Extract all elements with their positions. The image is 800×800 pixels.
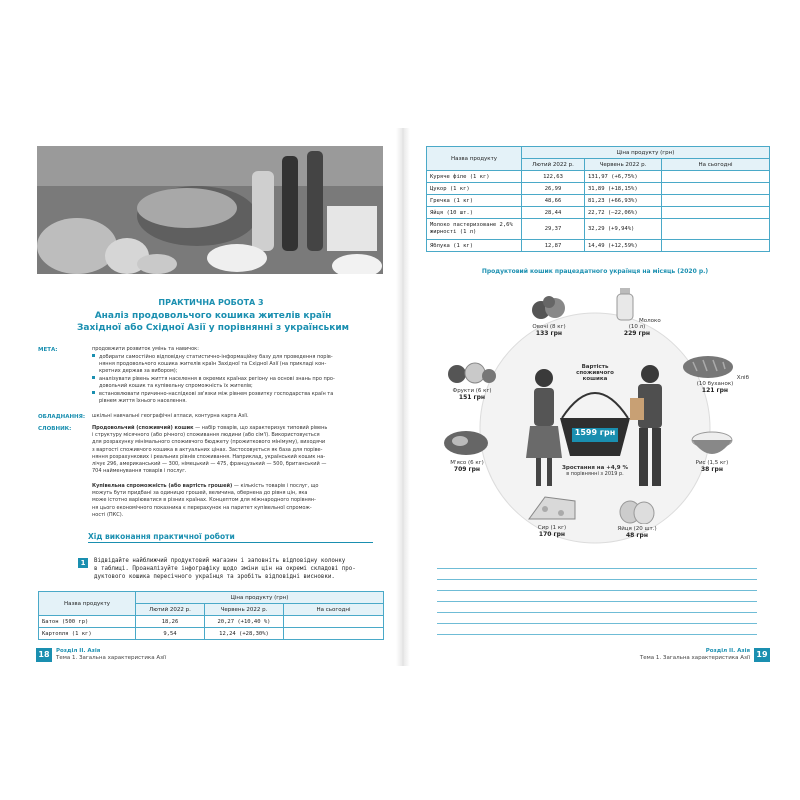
item-fruits: Фрукти (6 кг) 151 грн <box>442 360 502 401</box>
answer-line[interactable] <box>437 601 757 602</box>
table-row: Куряче філе (1 кг) 122,63 131,97 (+6,75%) <box>427 171 770 183</box>
today-input-cell[interactable] <box>662 183 770 195</box>
item-meat: М'ясо (6 кг) 709 грн <box>437 428 497 473</box>
footer-topic: Тема 1. Загальна характеристика Азії <box>56 655 167 661</box>
item-bread: Хліб (10 буханок) 121 грн <box>680 353 750 394</box>
footer-left <box>28 648 394 664</box>
answer-line[interactable] <box>437 623 757 624</box>
today-input-cell[interactable] <box>662 207 770 219</box>
col-price: Ціна продукту (грн) <box>522 147 770 159</box>
vegetables-icon <box>529 292 569 322</box>
basket-label: Вартість споживчого кошика <box>576 364 614 382</box>
item-cheese: Сир (1 кг) 170 грн <box>522 493 582 538</box>
bread-icon <box>681 353 735 379</box>
footer-topic: Тема 1. Загальна характеристика Азії <box>639 655 750 661</box>
table-row: Цукор (1 кг) 26,99 31,89 (+18,15%) <box>427 183 770 195</box>
col-today: На сьогодні <box>662 159 770 171</box>
infographic-title: Продуктовий кошик працездатного українця на місяць (2020 р.) <box>481 268 709 275</box>
answer-line[interactable] <box>437 579 757 580</box>
fruits-icon <box>445 360 499 386</box>
basket-value: 1599 грн <box>574 428 616 437</box>
left-page <box>28 128 394 666</box>
answer-line[interactable] <box>437 634 757 635</box>
table-row: Гречка (1 кг) 48,66 81,23 (+66,93%) <box>427 195 770 207</box>
answer-line[interactable] <box>437 612 757 613</box>
today-input-cell[interactable] <box>662 171 770 183</box>
page-title: Аналіз продовольчого кошика жителів країн Західної або Східної Азії у порівнянні з українським <box>76 311 350 333</box>
task-text: Відвідайте найближчий продуктовий магазин і заповніть відповідну колонку в таблиці. Проаналізуйте інфографіку щодо зміни цін на окремі складові про- дуктового кошика пересічного українця та зробіть відповідні висновки. <box>94 558 356 580</box>
practical-title: ПРАКТИЧНА РОБОТА 3 <box>158 298 264 307</box>
infographic <box>412 278 778 568</box>
today-input-cell[interactable] <box>662 240 770 252</box>
dictionary-entry-2: Купівельна спроможність (або вартість грошей) — кількість товарів і послуг, що можуть бути придбані за одиницю грошей, величина, обернена до рівня цін, яка може істотно варіюватися в різних країнах. Концептом для міжнародного порівнян- ня цього економічного показника є перерахунок на паритет купівельної спромож- ності (ПКС). <box>92 483 319 518</box>
col-feb: Лютий 2022 р. <box>522 159 585 171</box>
answer-line[interactable] <box>437 568 757 569</box>
cheese-icon <box>525 493 579 523</box>
col-today: На сьогодні <box>284 604 384 616</box>
today-input-cell[interactable] <box>284 616 384 628</box>
dictionary-entry-1: Продовольчий (споживчий) кошик — набір товарів, що характеризує типовий рівень і структуру місячного (або річного) споживання людини (або сім'ї). Використовується для розрахунку мінімального споживчого бюджету (прожиткового мінімуму), виходячи з вартості споживчого кошика в актуальних цінах. Застосовується як база для поріве- няння розрахункових і реальних рівнів споживання. Наприклад, український кошик на- лічує 296, американський — 300, німецький — 475, французький — 500, британський — 704 найменування товарів і послуг. <box>92 425 328 475</box>
price-table-right <box>426 146 770 252</box>
footer-section: Розділ ІІ. Азія <box>705 648 750 654</box>
price-table-left <box>38 591 384 640</box>
answer-line[interactable] <box>437 590 757 591</box>
page-number: 19 <box>754 648 770 662</box>
table-row: Батон (500 гр) 18,26 20,27 (+10,40 %) <box>39 616 384 628</box>
task-number: 1 <box>78 558 88 568</box>
right-page <box>412 128 778 666</box>
table-row: Молоко пастеризоване 2,6% жирності (1 л) 29,37 32,29 (+9,94%) <box>427 219 770 240</box>
milk-bottle-icon <box>613 286 637 322</box>
section-title: Хід виконання практичної роботи <box>88 532 373 543</box>
eggs-icon <box>610 498 664 524</box>
col-feb: Лютий 2022 р. <box>136 604 205 616</box>
footer-section: Розділ ІІ. Азія <box>56 648 101 654</box>
food-photo <box>37 146 383 274</box>
table-row: Яйця (10 шт.) 28,44 22,72 (–22,06%) <box>427 207 770 219</box>
equipment-text: шкільні навчальні географічні атласи, контурна карта Азії. <box>92 413 249 419</box>
col-jun: Червень 2022 р. <box>585 159 662 171</box>
item-vegetables: Овочі (8 кг) 133 грн <box>524 292 574 337</box>
item-rice: Рис (1,5 кг) 38 грн <box>682 428 742 473</box>
col-jun: Червень 2022 р. <box>205 604 284 616</box>
meat-icon <box>440 428 494 458</box>
meta-bullet-3: встановлювати причинно-наслідкові зв'язки між рівнем розвитку господарства країн та рівнем життя їхнього населення. <box>92 391 372 405</box>
footer-right <box>412 648 778 664</box>
page-number: 18 <box>36 648 52 662</box>
book-spine <box>396 128 410 666</box>
item-milk: Молоко (10 л) 229 грн <box>612 286 662 337</box>
equipment-label: ОБЛАДНАННЯ: <box>38 414 86 420</box>
basket-growth: Зростання на +4,9 % в порівнянні з 2019 р. <box>561 465 629 477</box>
col-product: Назва продукту <box>427 147 522 171</box>
item-eggs: Яйця (20 шт.) 48 грн <box>607 498 667 539</box>
today-input-cell[interactable] <box>662 219 770 240</box>
today-input-cell[interactable] <box>284 628 384 640</box>
meta-label: МЕТА: <box>38 347 58 353</box>
meta-bullet-1: добирати самостійно відповідну статистично-інформаційну базу для проведення порів- няння продовольчого кошика жителів країн Західної та Східної Азії (на прикладі кон- кретних держав за вибором); <box>92 354 372 376</box>
today-input-cell[interactable] <box>662 195 770 207</box>
col-price: Ціна продукту (грн) <box>136 592 384 604</box>
rice-bowl-icon <box>685 428 739 458</box>
col-product: Назва продукту <box>39 592 136 616</box>
meta-bullet-2: аналізувати рівень життя населення в окремих країнах регіону на основі знань про про- довольчий кошик та купівельну спроможність їх жителів; <box>92 376 372 390</box>
dictionary-label: СЛОВНИК: <box>38 426 72 432</box>
meta-intro: продовжити розвиток умінь та навичок: <box>92 346 199 352</box>
table-row: Картопля (1 кг) 9,54 12,24 (+28,30%) <box>39 628 384 640</box>
table-row: Яблука (1 кг) 12,87 14,49 (+12,59%) <box>427 240 770 252</box>
